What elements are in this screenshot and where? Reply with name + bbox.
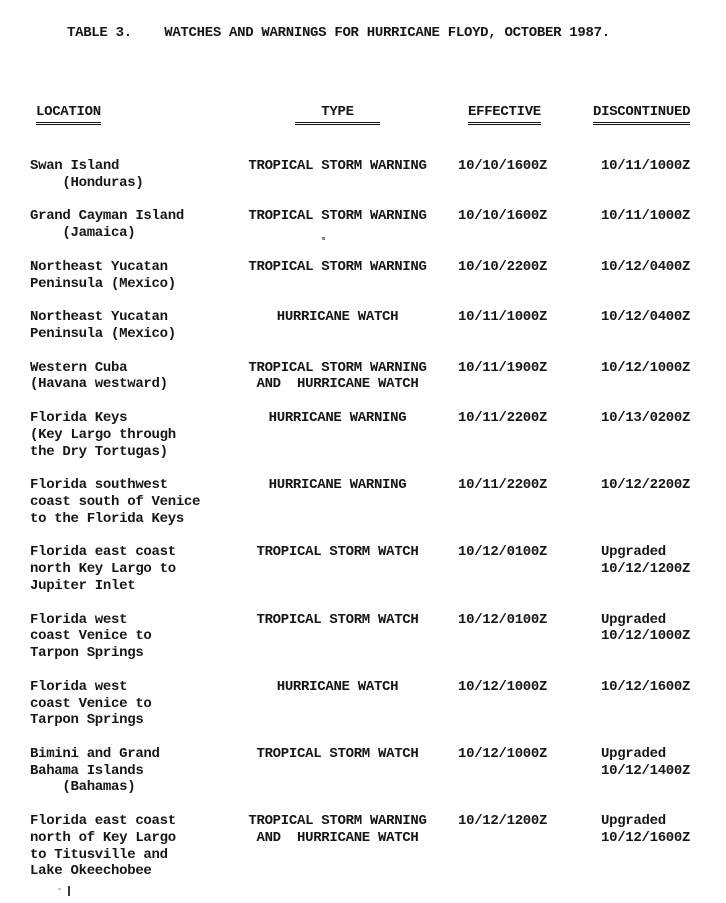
location-line: Florida east coast bbox=[30, 813, 176, 830]
location-line: to Titusville and bbox=[30, 846, 168, 863]
effective-cell bbox=[435, 679, 575, 729]
location-line: Peninsula (Mexico) bbox=[30, 275, 176, 292]
table-row bbox=[30, 679, 702, 729]
effective-value: 10/11/1000Z bbox=[458, 309, 548, 326]
type-line: AND HURRICANE WATCH bbox=[256, 829, 419, 846]
scan-artifact-dot bbox=[322, 237, 325, 240]
discontinued-cell bbox=[575, 477, 702, 527]
location-line: (Honduras) bbox=[30, 174, 144, 191]
type-cell bbox=[240, 259, 435, 293]
effective-value: 10/11/2200Z bbox=[458, 477, 548, 494]
location-cell bbox=[30, 158, 240, 192]
discontinued-value: 10/13/0200Z bbox=[601, 409, 691, 426]
type-line: HURRICANE WATCH bbox=[276, 309, 399, 326]
discontinued-cell bbox=[575, 360, 702, 394]
location-line: coast Venice to bbox=[30, 695, 152, 712]
discontinued-cell bbox=[575, 679, 702, 729]
effective-value: 10/10/1600Z bbox=[458, 208, 548, 225]
header-effective bbox=[435, 104, 575, 125]
table-title: TABLE 3. WATCHES AND WARNINGS FOR HURRICANE FLOYD, OCTOBER 1987. bbox=[67, 25, 610, 41]
type-cell bbox=[240, 158, 435, 192]
discontinued-value: 10/11/1000Z bbox=[601, 158, 691, 174]
location-line: coast south of Venice bbox=[30, 493, 201, 510]
effective-cell bbox=[435, 746, 575, 796]
table-row bbox=[30, 309, 702, 343]
type-line: TROPICAL STORM WARNING bbox=[248, 359, 427, 376]
discontinued-value: 10/12/1600Z bbox=[601, 829, 691, 846]
discontinued-cell bbox=[575, 309, 702, 343]
type-cell bbox=[240, 746, 435, 796]
location-cell bbox=[30, 813, 240, 880]
location-cell bbox=[30, 679, 240, 729]
effective-cell bbox=[435, 309, 575, 343]
location-cell bbox=[30, 477, 240, 527]
location-line: north Key Largo to bbox=[30, 561, 176, 578]
header-effective-label: EFFECTIVE bbox=[468, 104, 541, 125]
location-cell bbox=[30, 309, 240, 343]
location-line: Northeast Yucatan bbox=[30, 309, 168, 326]
type-cell bbox=[240, 612, 435, 662]
discontinued-cell bbox=[575, 612, 702, 662]
table-row bbox=[30, 612, 702, 662]
location-line: Jupiter Inlet bbox=[30, 577, 136, 594]
location-line: Bimini and Grand bbox=[30, 745, 160, 762]
type-line: TROPICAL STORM WATCH bbox=[256, 745, 419, 762]
location-line: Florida west bbox=[30, 678, 128, 695]
header-discontinued bbox=[575, 104, 702, 125]
location-line: Grand Cayman Island bbox=[30, 208, 184, 225]
type-line: HURRICANE WARNING bbox=[268, 409, 407, 426]
location-line: Peninsula (Mexico) bbox=[30, 325, 176, 342]
effective-cell bbox=[435, 477, 575, 527]
location-line: Florida southwest bbox=[30, 477, 168, 494]
effective-value: 10/11/2200Z bbox=[458, 409, 548, 426]
header-type-label: TYPE bbox=[295, 104, 379, 125]
effective-cell bbox=[435, 612, 575, 662]
discontinued-value: Upgraded bbox=[601, 813, 666, 830]
location-line: coast Venice to bbox=[30, 628, 152, 645]
effective-cell bbox=[435, 208, 575, 242]
discontinued-value: 10/11/1000Z bbox=[601, 208, 691, 225]
table-row bbox=[30, 360, 702, 394]
effective-cell bbox=[435, 360, 575, 394]
location-line: Swan Island bbox=[30, 158, 120, 174]
location-line: Bahama Islands bbox=[30, 762, 144, 779]
table-row bbox=[30, 746, 702, 796]
table-row bbox=[30, 259, 702, 293]
type-line: TROPICAL STORM WARNING bbox=[248, 813, 427, 830]
discontinued-cell bbox=[575, 746, 702, 796]
effective-value: 10/11/1900Z bbox=[458, 359, 548, 376]
type-line: TROPICAL STORM WARNING bbox=[248, 158, 427, 174]
type-cell bbox=[240, 477, 435, 527]
effective-value: 10/12/0100Z bbox=[458, 544, 548, 561]
header-type bbox=[240, 104, 435, 125]
scan-artifact-dot bbox=[58, 888, 61, 890]
table-row bbox=[30, 410, 702, 460]
table-row bbox=[30, 208, 702, 242]
location-line: Tarpon Springs bbox=[30, 645, 144, 662]
effective-cell bbox=[435, 813, 575, 880]
header-discontinued-label: DISCONTINUED bbox=[593, 104, 690, 125]
discontinued-cell bbox=[575, 544, 702, 594]
discontinued-cell bbox=[575, 208, 702, 242]
effective-cell bbox=[435, 259, 575, 293]
discontinued-value: 10/12/1600Z bbox=[601, 678, 691, 695]
location-line: the Dry Tortugas) bbox=[30, 443, 168, 460]
effective-value: 10/12/1000Z bbox=[458, 745, 548, 762]
type-cell bbox=[240, 309, 435, 343]
type-line: TROPICAL STORM WATCH bbox=[256, 611, 419, 628]
location-line: (Bahamas) bbox=[30, 779, 136, 796]
discontinued-value: 10/12/1000Z bbox=[601, 628, 691, 645]
type-line: HURRICANE WATCH bbox=[276, 678, 399, 695]
location-line: Florida west bbox=[30, 611, 128, 628]
effective-value: 10/12/1000Z bbox=[458, 678, 548, 695]
location-line: (Jamaica) bbox=[30, 225, 136, 242]
table-rows bbox=[30, 158, 702, 897]
type-cell bbox=[240, 679, 435, 729]
discontinued-value: Upgraded bbox=[601, 745, 666, 762]
location-cell bbox=[30, 544, 240, 594]
type-line: AND HURRICANE WATCH bbox=[256, 376, 419, 393]
location-cell bbox=[30, 410, 240, 460]
discontinued-value: Upgraded bbox=[601, 611, 666, 628]
location-line: north of Key Largo bbox=[30, 829, 176, 846]
discontinued-value: 10/12/1400Z bbox=[601, 762, 691, 779]
discontinued-cell bbox=[575, 158, 702, 192]
discontinued-value: 10/12/2200Z bbox=[601, 477, 691, 494]
type-line: TROPICAL STORM WARNING bbox=[248, 258, 427, 275]
location-cell bbox=[30, 746, 240, 796]
location-line: Lake Okeechobee bbox=[30, 863, 152, 880]
effective-value: 10/12/0100Z bbox=[458, 611, 548, 628]
location-line: Northeast Yucatan bbox=[30, 258, 168, 275]
discontinued-value: Upgraded bbox=[601, 544, 666, 561]
effective-cell bbox=[435, 410, 575, 460]
location-line: (Havana westward) bbox=[30, 376, 168, 393]
location-cell bbox=[30, 360, 240, 394]
location-cell bbox=[30, 208, 240, 242]
discontinued-value: 10/12/0400Z bbox=[601, 309, 691, 326]
table-header-row bbox=[30, 104, 702, 125]
location-cell bbox=[30, 612, 240, 662]
discontinued-value: 10/12/1000Z bbox=[601, 359, 691, 376]
effective-value: 10/10/2200Z bbox=[458, 258, 548, 275]
header-location-label: LOCATION bbox=[36, 104, 101, 125]
effective-value: 10/10/1600Z bbox=[458, 158, 548, 174]
table-row bbox=[30, 477, 702, 527]
location-cell bbox=[30, 259, 240, 293]
effective-cell bbox=[435, 544, 575, 594]
type-cell bbox=[240, 813, 435, 880]
type-line: HURRICANE WARNING bbox=[268, 477, 407, 494]
discontinued-value: 10/12/0400Z bbox=[601, 258, 691, 275]
table-row bbox=[30, 544, 702, 594]
discontinued-cell bbox=[575, 410, 702, 460]
location-line: Florida Keys bbox=[30, 409, 128, 426]
location-line: (Key Largo through bbox=[30, 426, 176, 443]
discontinued-cell bbox=[575, 259, 702, 293]
table-row bbox=[30, 158, 702, 192]
type-cell bbox=[240, 208, 435, 242]
table-row bbox=[30, 813, 702, 880]
location-line: to the Florida Keys bbox=[30, 510, 184, 527]
type-line: TROPICAL STORM WARNING bbox=[248, 208, 427, 225]
discontinued-cell bbox=[575, 813, 702, 880]
type-cell bbox=[240, 360, 435, 394]
type-line: TROPICAL STORM WATCH bbox=[256, 544, 419, 561]
location-line: Tarpon Springs bbox=[30, 712, 144, 729]
type-cell bbox=[240, 544, 435, 594]
header-location bbox=[30, 104, 240, 125]
discontinued-value: 10/12/1200Z bbox=[601, 561, 691, 578]
type-cell bbox=[240, 410, 435, 460]
scan-artifact-tick bbox=[68, 886, 70, 896]
effective-value: 10/12/1200Z bbox=[458, 813, 548, 830]
location-line: Florida east coast bbox=[30, 544, 176, 561]
location-line: Western Cuba bbox=[30, 359, 128, 376]
effective-cell bbox=[435, 158, 575, 192]
